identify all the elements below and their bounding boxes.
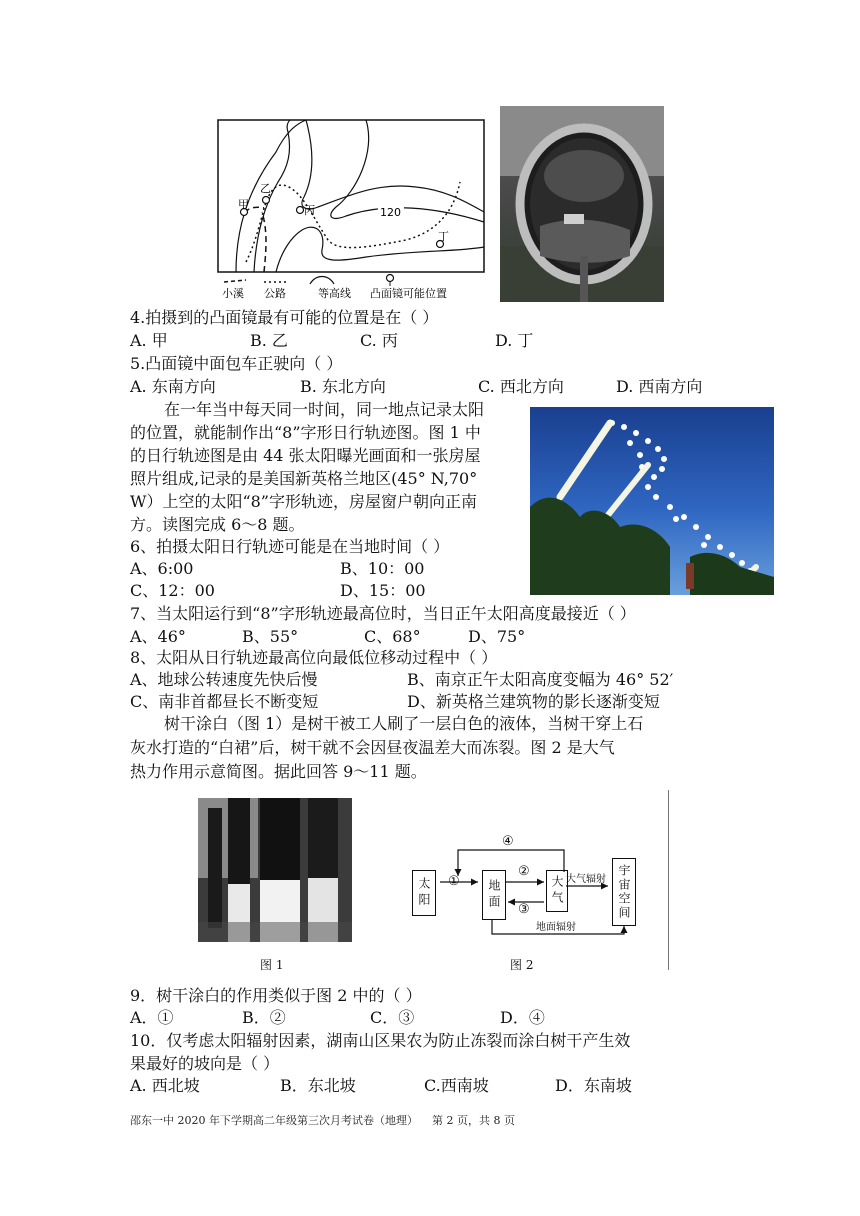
intro2-line-1: 树干涂白（图 1）是树干被工人刷了一层白色的液体，当树干穿上石 — [164, 714, 644, 733]
q4-option-d[interactable]: D. 丁 — [495, 331, 534, 350]
q8-option-b[interactable]: B、南京正午太阳高度变幅为 46° 52′ — [407, 670, 674, 689]
q9-option-b[interactable]: B．② — [242, 1008, 286, 1027]
atmosphere-heat-diagram — [406, 830, 646, 944]
arrow-label-3: ③ — [518, 902, 530, 917]
intro2-line-2: 灰水打造的“白裙”后，树干就不会因昼夜温差大而冻裂。图 2 是大气 — [130, 738, 615, 757]
intro2-line-3: 热力作用示意简图。据此回答 9～11 题。 — [130, 762, 427, 781]
question-9-stem: 9．树干涂白的作用类似于图 2 中的（ ） — [130, 986, 422, 1005]
q6-option-d[interactable]: D、15：00 — [340, 581, 426, 600]
question-8-stem: 8、太阳从日行轨迹最高位向最低位移动过程中（ ） — [130, 648, 498, 667]
atm-radiation-label: 大气辐射 — [566, 874, 606, 885]
space-box: 宇宙空间 — [612, 858, 636, 926]
map-legend — [222, 275, 447, 301]
q4-option-c[interactable]: C. 丙 — [360, 331, 398, 350]
footer-page-number: 第 2 页，共 8 页 — [432, 1114, 515, 1127]
question-10-stem-2: 果最好的坡向是（ ） — [130, 1054, 280, 1073]
contour-map-figure — [216, 112, 486, 302]
intro1-line-4: 照片组成,记录的是美国新英格兰地区(45° N,70° — [130, 469, 478, 488]
analemma-photo — [530, 407, 774, 595]
arrow-label-4: ④ — [502, 834, 514, 849]
svg-text:公路: 公路 — [264, 287, 286, 300]
sun-box: 太阳 — [412, 870, 436, 916]
q5-option-a[interactable]: A. 东南方向 — [130, 377, 216, 396]
tree-whitewash-photo — [198, 798, 352, 942]
q10-option-b[interactable]: B．东北坡 — [280, 1076, 356, 1095]
arrow-label-1: ① — [448, 874, 460, 889]
svg-text:凸面镜可能位置: 凸面镜可能位置 — [370, 287, 447, 300]
point-bing: 丙 — [304, 204, 315, 217]
footer-exam-title: 邵东一中 2020 年下学期高二年级第三次月考试卷（地理） — [130, 1114, 418, 1127]
q10-option-c[interactable]: C.西南坡 — [424, 1076, 489, 1095]
question-7-stem: 7、当太阳运行到“8”字形轨迹最高位时，当日正午太阳高度最接近（ ） — [130, 604, 636, 623]
svg-text:等高线: 等高线 — [318, 287, 351, 300]
q6-option-b[interactable]: B、10：00 — [340, 559, 425, 578]
question-5-stem: 5.凸面镜中面包车正驶向（ ） — [130, 354, 343, 373]
ground-box: 地面 — [482, 870, 506, 920]
q7-option-d[interactable]: D、75° — [468, 627, 526, 646]
q7-option-c[interactable]: C、68° — [364, 627, 421, 646]
q4-option-a[interactable]: A. 甲 — [130, 331, 168, 350]
q6-option-a[interactable]: A、6:00 — [130, 559, 194, 578]
q8-option-d[interactable]: D、新英格兰建筑物的影长逐渐变短 — [407, 692, 660, 711]
point-jia: 甲 — [238, 198, 249, 211]
svg-text:小溪: 小溪 — [222, 287, 244, 300]
intro1-line-3: 的日行轨迹图是由 44 张太阳曝光画面和一张房屋 — [130, 446, 481, 465]
q5-option-b[interactable]: B. 东北方向 — [300, 377, 386, 396]
q9-option-c[interactable]: C．③ — [370, 1008, 415, 1027]
q9-option-a[interactable]: A．① — [130, 1008, 174, 1027]
figure-2-caption: 图 2 — [510, 958, 534, 972]
intro1-line-6: 方。读图完成 6～8 题。 — [130, 515, 305, 534]
question-10-stem-1: 10．仅考虑太阳辐射因素，湖南山区果农为防止冻裂而涂白树干产生效 — [130, 1031, 631, 1050]
q6-option-c[interactable]: C、12：00 — [130, 581, 215, 600]
arrow-label-2: ② — [518, 864, 530, 879]
question-6-stem: 6、拍摄太阳日行轨迹可能是在当地时间（ ） — [130, 537, 450, 556]
intro1-line-2: 的位置，就能制作出“8”字形日行轨迹图。图 1 中 — [130, 423, 481, 442]
point-ding: 丁 — [438, 230, 449, 243]
question-4-stem: 4.拍摄到的凸面镜最有可能的位置是在（ ） — [130, 308, 439, 327]
q5-option-c[interactable]: C. 西北方向 — [478, 377, 564, 396]
q4-option-b[interactable]: B. 乙 — [250, 331, 288, 350]
figure-1-caption: 图 1 — [260, 958, 284, 972]
intro1-line-1: 在一年当中每天同一时间，同一地点记录太阳 — [164, 400, 485, 419]
q5-option-d[interactable]: D. 西南方向 — [616, 377, 703, 396]
q8-option-a[interactable]: A、地球公转速度先快后慢 — [130, 670, 318, 689]
q9-option-d[interactable]: D．④ — [500, 1008, 545, 1027]
figure-divider — [668, 790, 669, 970]
contour-value-label: 120 — [380, 206, 401, 219]
contour-map — [216, 112, 486, 302]
q7-option-b[interactable]: B、55° — [242, 627, 299, 646]
atmosphere-box: 大气 — [546, 870, 568, 912]
q10-option-a[interactable]: A. 西北坡 — [130, 1076, 200, 1095]
q10-option-d[interactable]: D．东南坡 — [555, 1076, 632, 1095]
convex-mirror-photo — [500, 106, 664, 302]
point-yi: 乙 — [260, 182, 271, 195]
ground-radiation-label: 地面辐射 — [536, 922, 576, 933]
q8-option-c[interactable]: C、南非首都昼长不断变短 — [130, 692, 319, 711]
intro1-line-5: W）上空的太阳“8”字形轨迹，房屋窗户朝向正南 — [130, 492, 477, 511]
q7-option-a[interactable]: A、46° — [130, 627, 186, 646]
